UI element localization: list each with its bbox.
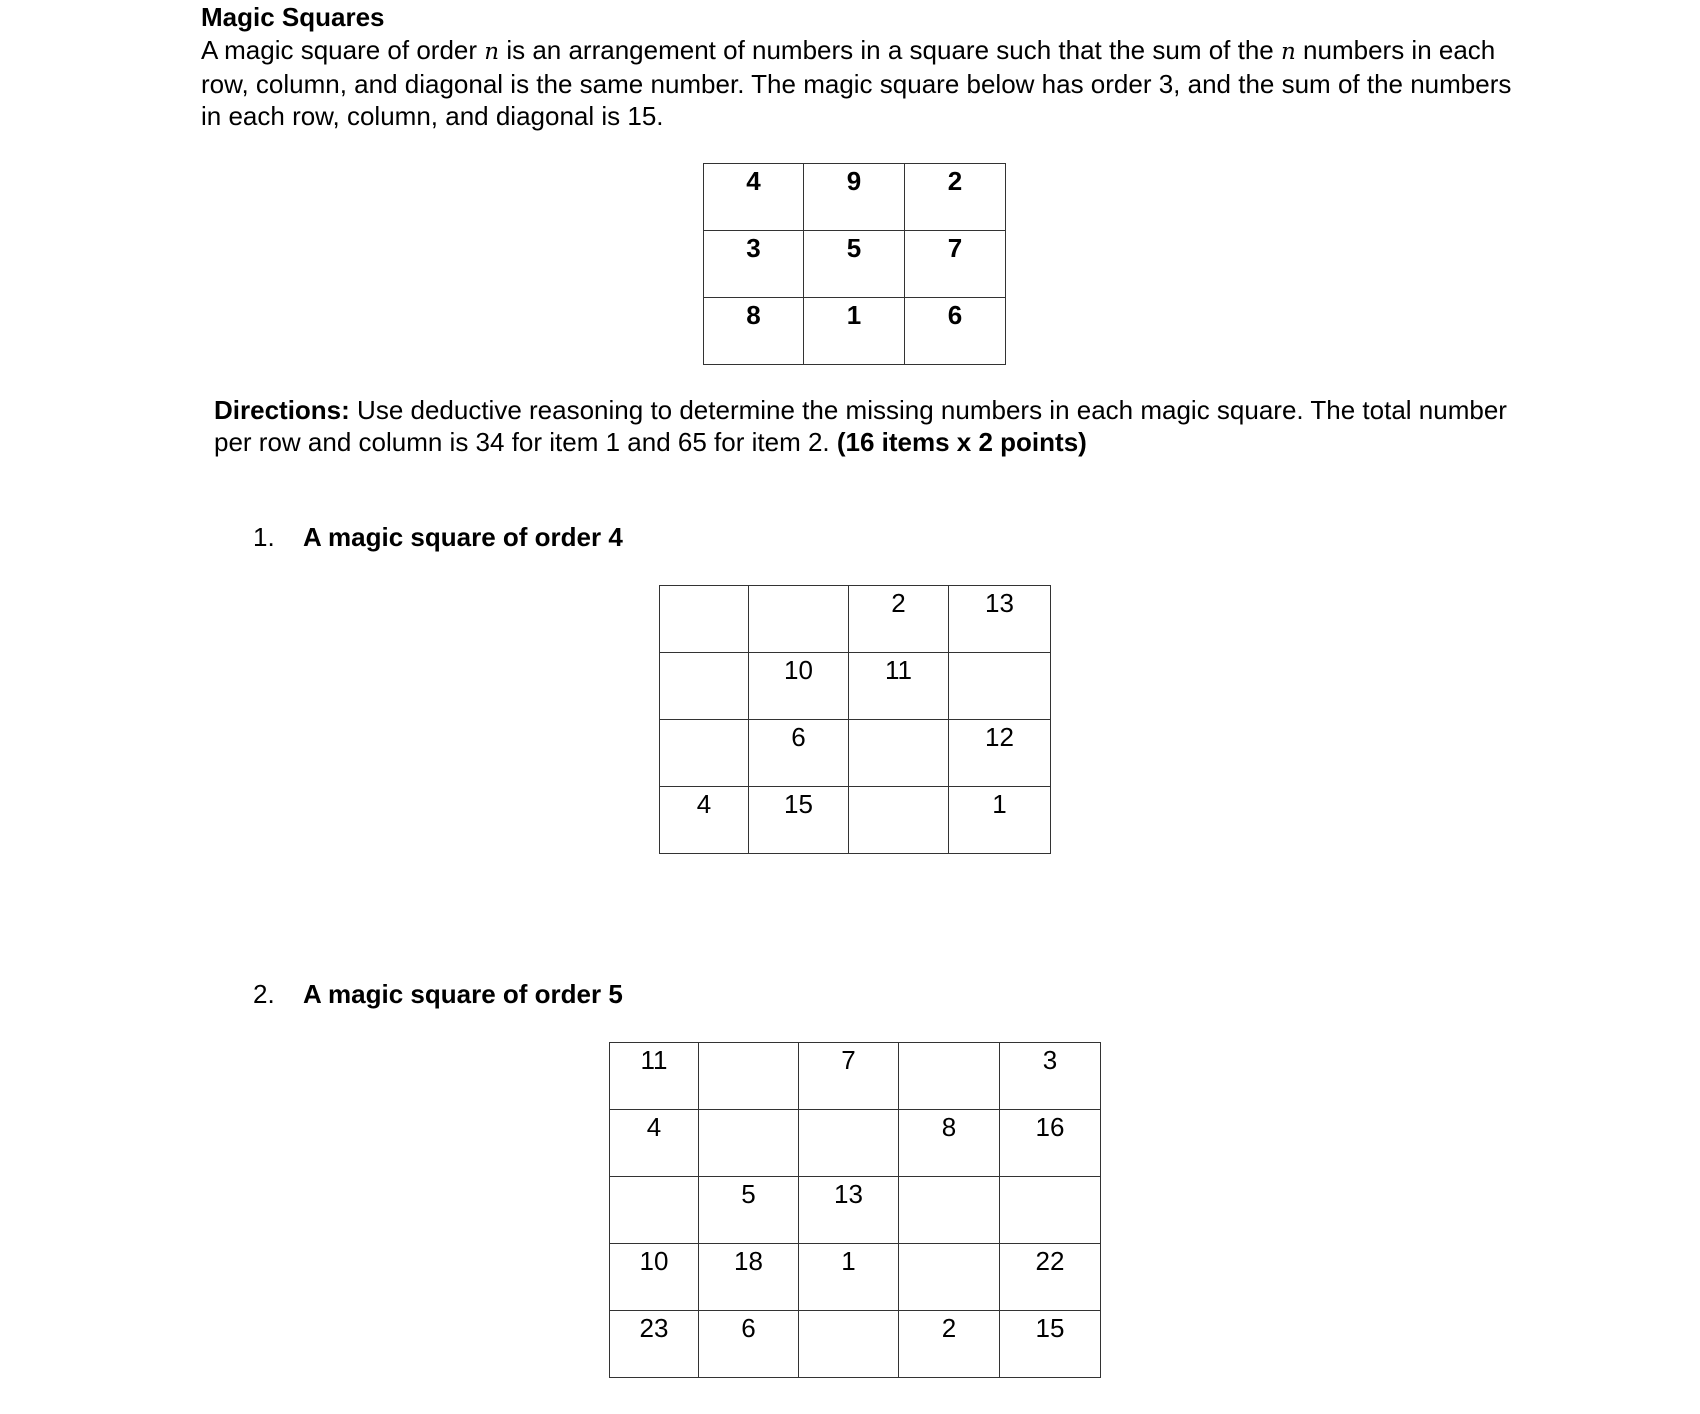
number-cell: 15 <box>1000 1311 1101 1378</box>
number-cell: 16 <box>1000 1110 1101 1177</box>
order-4-magic-square <box>659 585 1051 854</box>
intro-text: is an arrangement of numbers in a square such that the sum of the <box>499 35 1281 65</box>
number-cell: 5 <box>804 231 905 298</box>
number-cell: 11 <box>849 653 949 720</box>
empty-cell[interactable] <box>660 653 749 720</box>
number-cell: 1 <box>799 1244 899 1311</box>
empty-cell[interactable] <box>660 720 749 787</box>
directions-text: Use deductive reasoning to determine the missing numbers in each magic square. The total number per row and column is 34 for item 1 and 65 for item 2. <box>214 395 1507 457</box>
number-cell: 12 <box>949 720 1051 787</box>
empty-cell[interactable] <box>660 586 749 653</box>
empty-cell[interactable] <box>799 1311 899 1378</box>
number-cell: 6 <box>749 720 849 787</box>
item-number: 2. <box>253 979 275 1009</box>
grid-row <box>610 1110 1101 1177</box>
number-cell: 2 <box>849 586 949 653</box>
number-cell: 10 <box>610 1244 699 1311</box>
item-label: A magic square of order 4 <box>303 522 623 552</box>
example-magic-square <box>703 163 1006 365</box>
number-cell: 1 <box>804 298 905 365</box>
intro-text: A magic square of order <box>201 35 485 65</box>
number-cell: 3 <box>704 231 804 298</box>
number-cell: 7 <box>905 231 1006 298</box>
directions <box>214 394 1544 458</box>
order-5-magic-square <box>609 1042 1101 1378</box>
grid-row <box>704 164 1006 231</box>
number-cell: 18 <box>699 1244 799 1311</box>
number-cell: 8 <box>704 298 804 365</box>
empty-cell[interactable] <box>899 1043 1000 1110</box>
number-cell: 13 <box>799 1177 899 1244</box>
grid-row <box>704 231 1006 298</box>
empty-cell[interactable] <box>799 1110 899 1177</box>
number-cell: 9 <box>804 164 905 231</box>
empty-cell[interactable] <box>949 653 1051 720</box>
number-cell: 11 <box>610 1043 699 1110</box>
empty-cell[interactable] <box>699 1110 799 1177</box>
empty-cell[interactable] <box>699 1043 799 1110</box>
number-cell: 4 <box>610 1110 699 1177</box>
number-cell: 8 <box>899 1110 1000 1177</box>
number-cell: 5 <box>699 1177 799 1244</box>
number-cell: 6 <box>905 298 1006 365</box>
empty-cell[interactable] <box>1000 1177 1101 1244</box>
item-label: A magic square of order 5 <box>303 979 623 1009</box>
intro-text: numbers in each row, column, and diagonal is the same number. The magic square below has order 3, and the sum of the numbers in each row, column, and diagonal is 15. <box>201 35 1512 131</box>
number-cell: 22 <box>1000 1244 1101 1311</box>
empty-cell[interactable] <box>849 787 949 854</box>
number-cell: 4 <box>660 787 749 854</box>
grid-row <box>660 653 1051 720</box>
variable-n: n <box>484 39 500 65</box>
number-cell: 2 <box>905 164 1006 231</box>
grid-row <box>660 787 1051 854</box>
directions-label: Directions: <box>214 395 350 425</box>
item-number: 1. <box>253 522 275 552</box>
points-note: (16 items x 2 points) <box>836 427 1087 457</box>
number-cell: 1 <box>949 787 1051 854</box>
empty-cell[interactable] <box>899 1244 1000 1311</box>
number-cell: 4 <box>704 164 804 231</box>
number-cell: 15 <box>749 787 849 854</box>
grid-row <box>610 1043 1101 1110</box>
number-cell: 13 <box>949 586 1051 653</box>
grid-row <box>660 720 1051 787</box>
empty-cell[interactable] <box>899 1177 1000 1244</box>
grid-row <box>610 1311 1101 1378</box>
intro-paragraph <box>201 34 1531 132</box>
empty-cell[interactable] <box>849 720 949 787</box>
number-cell: 7 <box>799 1043 899 1110</box>
empty-cell[interactable] <box>610 1177 699 1244</box>
empty-cell[interactable] <box>749 586 849 653</box>
number-cell: 23 <box>610 1311 699 1378</box>
page-title: Magic Squares <box>201 2 385 32</box>
number-cell: 10 <box>749 653 849 720</box>
grid-row <box>704 298 1006 365</box>
grid-row <box>610 1177 1101 1244</box>
number-cell: 6 <box>699 1311 799 1378</box>
number-cell: 3 <box>1000 1043 1101 1110</box>
number-cell: 2 <box>899 1311 1000 1378</box>
grid-row <box>660 586 1051 653</box>
variable-n: n <box>1280 39 1296 65</box>
grid-row <box>610 1244 1101 1311</box>
